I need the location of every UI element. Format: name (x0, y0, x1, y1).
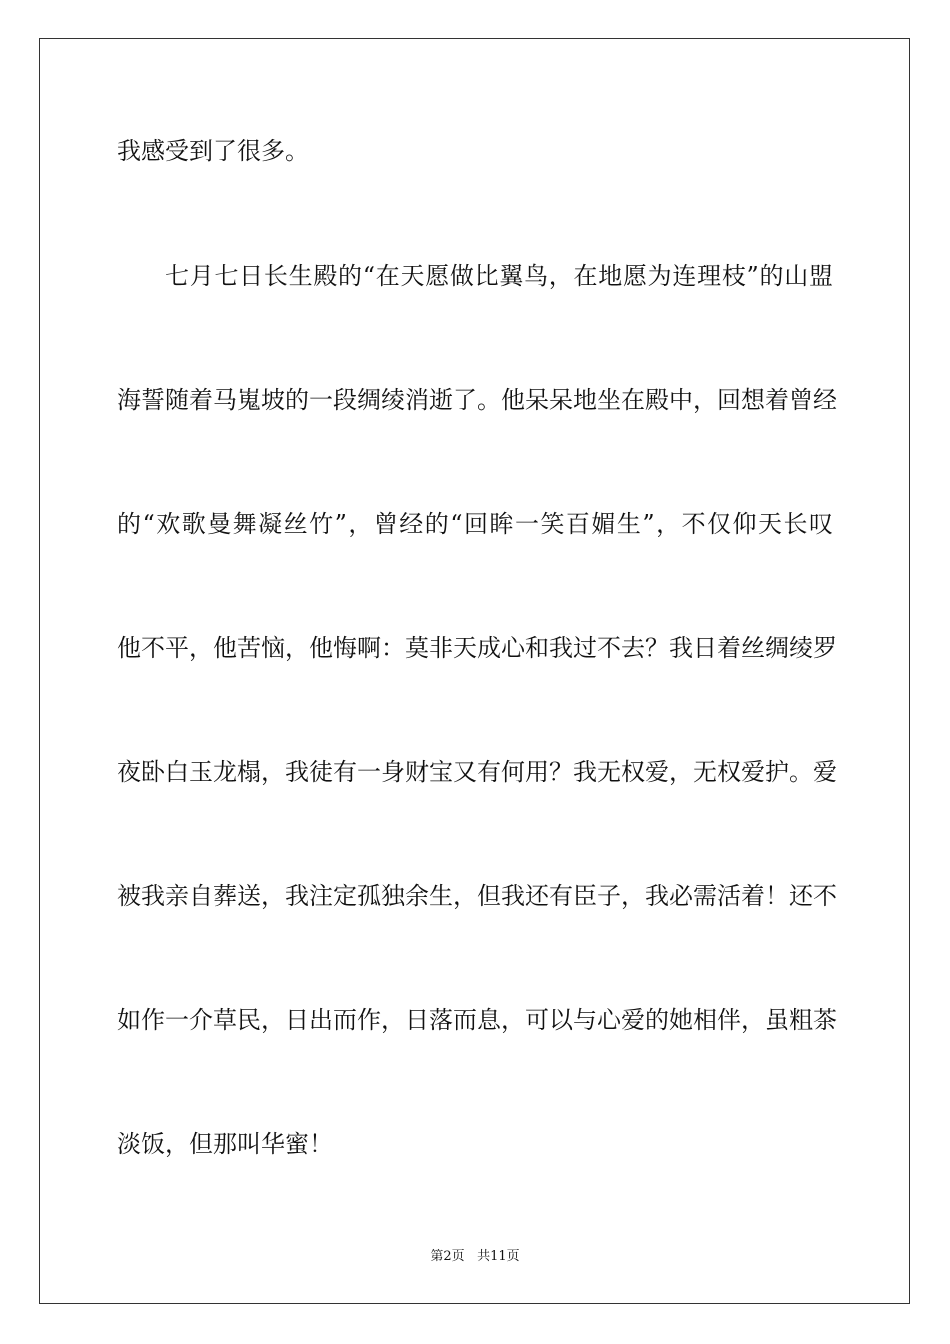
page-border (39, 38, 910, 1304)
text-line-9: 淡饭，但那叫华蜜！ (117, 1130, 333, 1158)
text-line-4: 的“欢歌曼舞凝丝竹”，曾经的“回眸一笑百媚生”，不仅仰天长叹 (117, 510, 833, 538)
text-line-5: 他不平，他苦恼，他悔啊：莫非天成心和我过不去？我日着丝绸绫罗 (117, 634, 837, 662)
text-line-3: 海誓随着马嵬坡的一段绸绫消逝了。他呆呆地坐在殿中，回想着曾经 (117, 386, 837, 414)
text-line-8: 如作一介草民，日出而作，日落而息，可以与心爱的她相伴，虽粗茶 (117, 1006, 837, 1034)
text-line-1: 我感受到了很多。 (117, 137, 309, 165)
page-number: 第2页 (430, 1249, 465, 1264)
text-line-2: 七月七日长生殿的“在天愿做比翼鸟，在地愿为连理枝”的山盟 (165, 262, 833, 290)
page-total: 共11页 (477, 1249, 520, 1264)
page-footer (0, 1248, 950, 1266)
text-line-6: 夜卧白玉龙榻，我徒有一身财宝又有何用？我无权爱，无权爱护。爱 (117, 758, 837, 786)
text-line-7: 被我亲自葬送，我注定孤独余生，但我还有臣子，我必需活着！还不 (117, 882, 837, 910)
